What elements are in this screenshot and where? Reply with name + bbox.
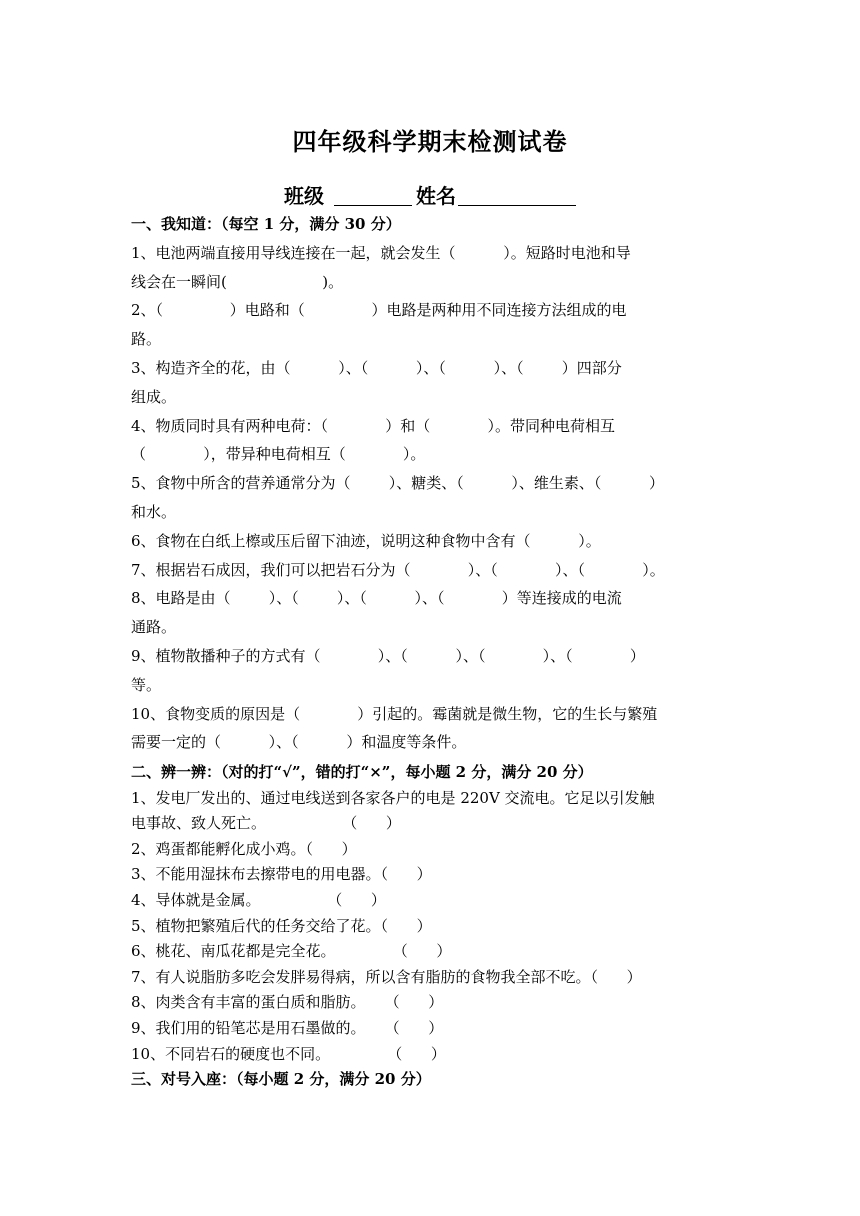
question-line: 3、构造齐全的花，由（ ）、（ ）、（ ）、（ ）四部分 — [131, 358, 622, 377]
question-line: 8、肉类含有丰富的蛋白质和脂肪。 （ ） — [131, 993, 444, 1012]
question-line: 路。 — [131, 330, 162, 349]
question-line: 7、根据岩石成因，我们可以把岩石分为（ ）、（ ）、（ ）。 — [131, 560, 665, 579]
question-line: 组成。 — [131, 387, 177, 406]
section-2-heading: 二、辨一辨：（对的打“√”，错的打“×”，每小题 2 分，满分 20 分） — [131, 763, 593, 781]
question-line: 10、不同岩石的硬度也不同。 （ ） — [131, 1044, 446, 1063]
section-2 — [131, 760, 731, 1093]
section-1 — [131, 210, 731, 757]
question-line: 2、鸡蛋都能孵化成小鸡。（ ） — [131, 839, 357, 858]
question-line: 2、（ ）电路和（ ）电路是两种用不同连接方法组成的电 — [131, 301, 627, 320]
question-line: 需要一定的（ ）、（ ）和温度等条件。 — [131, 733, 467, 752]
question-line: 6、桃花、南瓜花都是完全花。 （ ） — [131, 942, 452, 961]
question-line: 4、物质同时具有两种电荷：（ ）和（ ）。带同种电荷相互 — [131, 416, 615, 435]
question-line: 电事故、致人死亡。 （ ） — [131, 814, 401, 833]
question-line: 4、导体就是金属。 （ ） — [131, 890, 386, 909]
class-blank — [334, 185, 412, 206]
question-line: 5、植物把繁殖后代的任务交给了花。（ ） — [131, 916, 432, 935]
question-line: 10、食物变质的原因是（ ）引起的。霉菌就是微生物，它的生长与繁殖 — [131, 704, 658, 723]
question-line: （ ），带异种电荷相互（ ）。 — [131, 445, 426, 464]
question-line: 等。 — [131, 675, 162, 694]
question-line: 1、发电厂发出的、通过电线送到各家各户的电是 220V 交流电。它足以引发触 — [131, 788, 655, 807]
question-line: 通路。 — [131, 618, 177, 637]
name-label: 姓名 — [416, 184, 456, 208]
question-line: 6、食物在白纸上檫或压后留下油迹，说明这种食物中含有（ ）。 — [131, 531, 601, 550]
class-label: 班级 — [284, 184, 324, 208]
question-line: 9、我们用的铅笔芯是用石墨做的。 （ ） — [131, 1018, 444, 1037]
question-line: 线会在一瞬间( )。 — [131, 272, 344, 291]
question-line: 7、有人说脂肪多吃会发胖易得病，所以含有脂肪的食物我全部不吃。（ ） — [131, 967, 642, 986]
question-line: 1、电池两端直接用导线连接在一起，就会发生（ ）。短路时电池和导 — [131, 243, 631, 262]
question-line: 5、食物中所含的营养通常分为（ ）、糖类、（ ）、维生素、（ ） — [131, 474, 665, 493]
section-1-heading: 一、我知道：（每空 1 分，满分 30 分） — [131, 215, 401, 233]
question-line: 9、植物散播种子的方式有（ ）、（ ）、（ ）、（ ） — [131, 646, 645, 665]
name-blank — [458, 185, 576, 206]
question-line: 8、电路是由（ ）、（ ）、（ ）、（ ）等连接成的电流 — [131, 589, 622, 608]
page-title: 四年级科学期末检测试卷 — [292, 127, 568, 156]
student-info — [0, 180, 860, 209]
section-3-heading: 三、对号入座：（每小题 2 分，满分 20 分） — [131, 1070, 431, 1089]
question-line: 3、不能用湿抹布去擦带电的用电器。（ ） — [131, 865, 432, 884]
question-line: 和水。 — [131, 502, 177, 521]
